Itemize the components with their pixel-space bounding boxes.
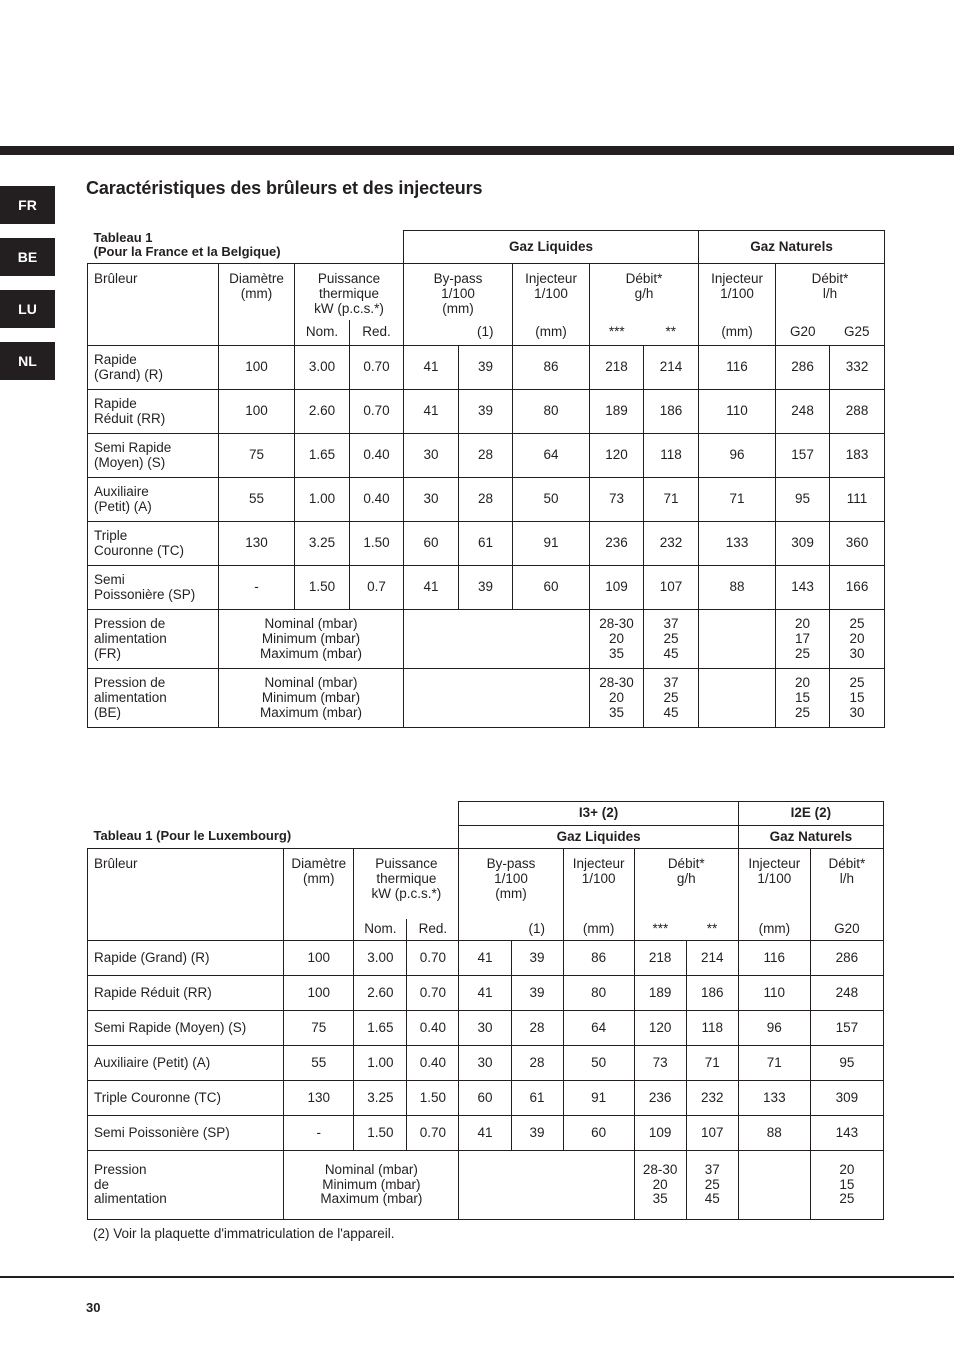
pressure-double-star: 37 25 45 [644,669,699,728]
header-flow-gh: Débit* g/h [590,264,699,320]
pressure-blank-natural [738,1151,810,1220]
header-power-lu: Puissance thermique kW (p.c.s.*) [354,849,459,919]
pressure-g20: 20 15 25 [810,1151,883,1220]
subheader-mm-natural: (mm) [699,320,776,346]
table-cell: 0.70 [350,390,404,434]
pressure-blank-natural [699,669,776,728]
table-cell: 309 [776,522,830,566]
category-header-i2e: I2E (2) [738,802,883,826]
table-cell: 71 [738,1046,810,1081]
table-cell: 143 [776,566,830,610]
language-tab-lu[interactable]: LU [0,290,55,328]
language-tab-fr[interactable]: FR [0,186,55,224]
burner-name: Semi Rapide (Moyen) (S) [88,1011,284,1046]
header-bypass: By-pass 1/100 (mm) [404,264,513,320]
table-cell: 55 [284,1046,354,1081]
table-cell: 110 [699,390,776,434]
pressure-row [88,669,885,728]
subheader-red-lu: Red. [407,919,459,941]
table-cell: 61 [459,522,513,566]
table-cell: 0.7 [350,566,404,610]
table-row [88,390,885,434]
table-cell: 80 [513,390,590,434]
table-cell: 41 [459,941,511,976]
table-cell: 41 [459,1116,511,1151]
table-cell: 236 [590,522,644,566]
table-cell: 73 [634,1046,686,1081]
table-cell: 100 [284,976,354,1011]
subheader-nom-lu: Nom. [354,919,407,941]
group-header-natural: Gaz Naturels [699,231,885,264]
burner-table-lu [87,801,884,1220]
table-cell: 80 [563,976,634,1011]
subheader-bypass-1-lu: (1) [528,920,546,936]
pressure-blank [459,1151,634,1220]
table-cell: 71 [686,1046,738,1081]
pressure-row [88,1151,884,1220]
subheader-bypass-blank-lu [459,919,511,941]
table-cell: 60 [513,566,590,610]
table-cell: 116 [738,941,810,976]
table-cell: 96 [699,434,776,478]
table-cell: 3.00 [354,941,407,976]
group-header-liquid: Gaz Liquides [404,231,699,264]
table-cell: 96 [738,1011,810,1046]
language-tab-be[interactable]: BE [0,238,55,276]
header-flow-gh-lu: Débit* g/h [634,849,738,919]
table-cell: 218 [590,346,644,390]
table-cell: 2.60 [295,390,350,434]
table-cell: 232 [686,1081,738,1116]
table-row [88,976,884,1011]
table-cell: 133 [699,522,776,566]
table-cell: 111 [830,478,885,522]
subheader-red: Red. [350,320,404,346]
burner-name: Triple Couronne (TC) [88,1081,284,1116]
header-injector: Injecteur 1/100 [513,264,590,320]
table-cell: 286 [810,941,883,976]
table-cell: 332 [830,346,885,390]
bottom-rule [0,1276,954,1278]
table-row [88,346,885,390]
burner-name: Rapide Réduit (RR) [88,390,219,434]
pressure-blank-natural [699,610,776,669]
pressure-triple-star: 28-30 20 35 [634,1151,686,1220]
table-cell: 0.70 [407,941,459,976]
pressure-row [88,610,885,669]
burner-name: Semi Rapide (Moyen) (S) [88,434,219,478]
table-cell: 30 [404,434,459,478]
table-cell: 30 [459,1046,511,1081]
pressure-units: Nominal (mbar) Minimum (mbar) Maximum (mbar) [219,669,404,728]
table-cell: 309 [810,1081,883,1116]
table-row [88,434,885,478]
table-cell: 71 [644,478,699,522]
subheader-g20: G20 [776,320,830,346]
table-cell: 110 [738,976,810,1011]
subheader-triple-star-lu: *** [634,919,686,941]
burner-name: Rapide (Grand) (R) [88,941,284,976]
table-cell: - [284,1116,354,1151]
pressure-label: Pression de alimentation (FR) [88,610,219,669]
table-cell: 360 [830,522,885,566]
table-cell: 0.70 [407,1116,459,1151]
table-cell: 1.65 [354,1011,407,1046]
table-cell: 130 [284,1081,354,1116]
burner-name: Rapide (Grand) (R) [88,346,219,390]
table-cell: 64 [513,434,590,478]
page-heading: Caractéristiques des brûleurs et des injecteurs [86,178,483,198]
table-cell: 39 [511,976,563,1011]
table-cell: 3.25 [354,1081,407,1116]
table-cell: 186 [686,976,738,1011]
header-bypass-lu: By-pass 1/100 (mm) [459,849,563,919]
table-cell: 1.50 [350,522,404,566]
subheader-double-star: ** [665,323,677,339]
table-cell: 1.65 [295,434,350,478]
table-row [88,1081,884,1116]
category-header-i3: I3+ (2) [459,802,738,826]
table-cell: 1.50 [407,1081,459,1116]
burner-name: Semi Poissonière (SP) [88,1116,284,1151]
table-cell: 120 [634,1011,686,1046]
table-cell: 0.40 [350,434,404,478]
table-row [88,1011,884,1046]
table-cell: 1.00 [354,1046,407,1081]
table-cell: 41 [459,976,511,1011]
table-cell: 107 [686,1116,738,1151]
pressure-blank [404,669,590,728]
table-cell: 30 [404,478,459,522]
table-cell: 0.40 [350,478,404,522]
burner-table-fr-be [87,230,885,728]
table-cell: 91 [513,522,590,566]
table-cell: 60 [563,1116,634,1151]
table-cell: 50 [563,1046,634,1081]
pressure-g25: 25 20 30 [830,610,885,669]
table-cell: 118 [644,434,699,478]
table-cell: 288 [830,390,885,434]
subheader-mm-natural-lu: (mm) [738,919,810,941]
table-cell: 0.40 [407,1046,459,1081]
table-cell: 2.60 [354,976,407,1011]
table-cell: 39 [459,390,513,434]
header-injector-natural: Injecteur 1/100 [699,264,776,320]
table-cell: 60 [404,522,459,566]
table-cell: 39 [459,566,513,610]
table-row [88,1116,884,1151]
table-row [88,1046,884,1081]
table-cell: 109 [634,1116,686,1151]
table-cell: 3.25 [295,522,350,566]
group-header-liquid-lu: Gaz Liquides [459,826,738,849]
pressure-double-star: 37 25 45 [644,610,699,669]
table-caption: Tableau 1 (Pour la France et la Belgique) [93,229,281,259]
table-cell: 39 [459,346,513,390]
burner-name: Auxiliaire (Petit) (A) [88,1046,284,1081]
table-cell: 236 [634,1081,686,1116]
header-burner-lu: Brûleur [88,849,284,941]
subheader-double-star-lu: ** [706,920,718,936]
table-cell: 118 [686,1011,738,1046]
table-cell: 107 [644,566,699,610]
table-cell: 183 [830,434,885,478]
burner-name: Triple Couronne (TC) [88,522,219,566]
header-power: Puissance thermique kW (p.c.s.*) [295,264,404,320]
table-cell: 248 [810,976,883,1011]
footnote: (2) Voir la plaquette d'immatriculation de l'appareil. [93,1226,395,1241]
subheader-g25: G25 [830,320,885,346]
pressure-g25: 25 15 30 [830,669,885,728]
table-cell: 28 [511,1046,563,1081]
pressure-blank [404,610,590,669]
table-cell: 218 [634,941,686,976]
table-cell: 41 [404,390,459,434]
pressure-g20: 20 17 25 [776,610,830,669]
table-cell: 55 [219,478,295,522]
table-cell: 232 [644,522,699,566]
header-diameter-lu: Diamètre (mm) [284,849,354,941]
burner-name: Auxiliaire (Petit) (A) [88,478,219,522]
table-cell: 61 [511,1081,563,1116]
subheader-mm-lu: (mm) [563,919,634,941]
table-cell: 75 [219,434,295,478]
table-cell: 50 [513,478,590,522]
top-decorative-bar [0,146,954,155]
header-diameter: Diamètre (mm) [219,264,295,346]
table-cell: 28 [459,478,513,522]
table-cell: 143 [810,1116,883,1151]
table-cell: 39 [511,1116,563,1151]
pressure-triple-star: 28-30 20 35 [590,610,644,669]
header-injector-natural-lu: Injecteur 1/100 [738,849,810,919]
header-flow-lh: Débit* l/h [776,264,885,320]
table-cell: 75 [284,1011,354,1046]
table-row [88,566,885,610]
table-cell: 286 [776,346,830,390]
table-cell: 41 [404,566,459,610]
table-cell: 64 [563,1011,634,1046]
pressure-units: Nominal (mbar) Minimum (mbar) Maximum (mbar) [284,1151,459,1220]
subheader-nom: Nom. [295,320,350,346]
table-cell: 100 [219,390,295,434]
pressure-label: Pression de alimentation (BE) [88,669,219,728]
table-cell: 214 [644,346,699,390]
table-cell: 0.40 [407,1011,459,1046]
subheader-mm: (mm) [513,320,590,346]
table-cell: 100 [219,346,295,390]
header-injector-lu: Injecteur 1/100 [563,849,634,919]
table-cell: 95 [810,1046,883,1081]
table-cell: 71 [699,478,776,522]
table-cell: 1.50 [354,1116,407,1151]
header-burner: Brûleur [88,264,219,346]
table-cell: 214 [686,941,738,976]
table-cell: 100 [284,941,354,976]
table-cell: 73 [590,478,644,522]
page-number: 30 [86,1300,101,1315]
table-cell: 130 [219,522,295,566]
table-cell: 189 [590,390,644,434]
table-caption-lu: Tableau 1 (Pour le Luxembourg) [93,827,292,843]
table-cell: 189 [634,976,686,1011]
table-cell: 88 [699,566,776,610]
table-cell: 157 [776,434,830,478]
table-row [88,522,885,566]
burner-name: Rapide Réduit (RR) [88,976,284,1011]
table-cell: 88 [738,1116,810,1151]
table-cell: 30 [459,1011,511,1046]
group-header-natural-lu: Gaz Naturels [738,826,883,849]
subheader-triple-star: *** [590,320,644,346]
table-cell: 86 [563,941,634,976]
table-cell: 3.00 [295,346,350,390]
table-cell: 0.70 [407,976,459,1011]
table-cell: 0.70 [350,346,404,390]
pressure-triple-star: 28-30 20 35 [590,669,644,728]
header-flow-lh-lu: Débit* l/h [810,849,883,919]
subheader-bypass-1: (1) [477,323,494,339]
table-cell: 166 [830,566,885,610]
table-cell: - [219,566,295,610]
pressure-label: Pression de alimentation [88,1151,284,1220]
table-cell: 95 [776,478,830,522]
table-cell: 28 [459,434,513,478]
table-row [88,941,884,976]
table-cell: 86 [513,346,590,390]
table-cell: 120 [590,434,644,478]
table-cell: 1.00 [295,478,350,522]
table-cell: 41 [404,346,459,390]
table-cell: 1.50 [295,566,350,610]
table-cell: 133 [738,1081,810,1116]
table-row [88,478,885,522]
pressure-units: Nominal (mbar) Minimum (mbar) Maximum (mbar) [219,610,404,669]
table-cell: 186 [644,390,699,434]
table-cell: 60 [459,1081,511,1116]
table-cell: 39 [511,941,563,976]
pressure-g20: 20 15 25 [776,669,830,728]
table-cell: 109 [590,566,644,610]
subheader-bypass-blank [404,320,459,346]
table-cell: 248 [776,390,830,434]
language-tab-nl[interactable]: NL [0,342,55,380]
pressure-double-star: 37 25 45 [686,1151,738,1220]
burner-name: Semi Poissonière (SP) [88,566,219,610]
table-cell: 116 [699,346,776,390]
table-cell: 28 [511,1011,563,1046]
table-cell: 157 [810,1011,883,1046]
subheader-g20-lu: G20 [810,919,883,941]
table-cell: 91 [563,1081,634,1116]
